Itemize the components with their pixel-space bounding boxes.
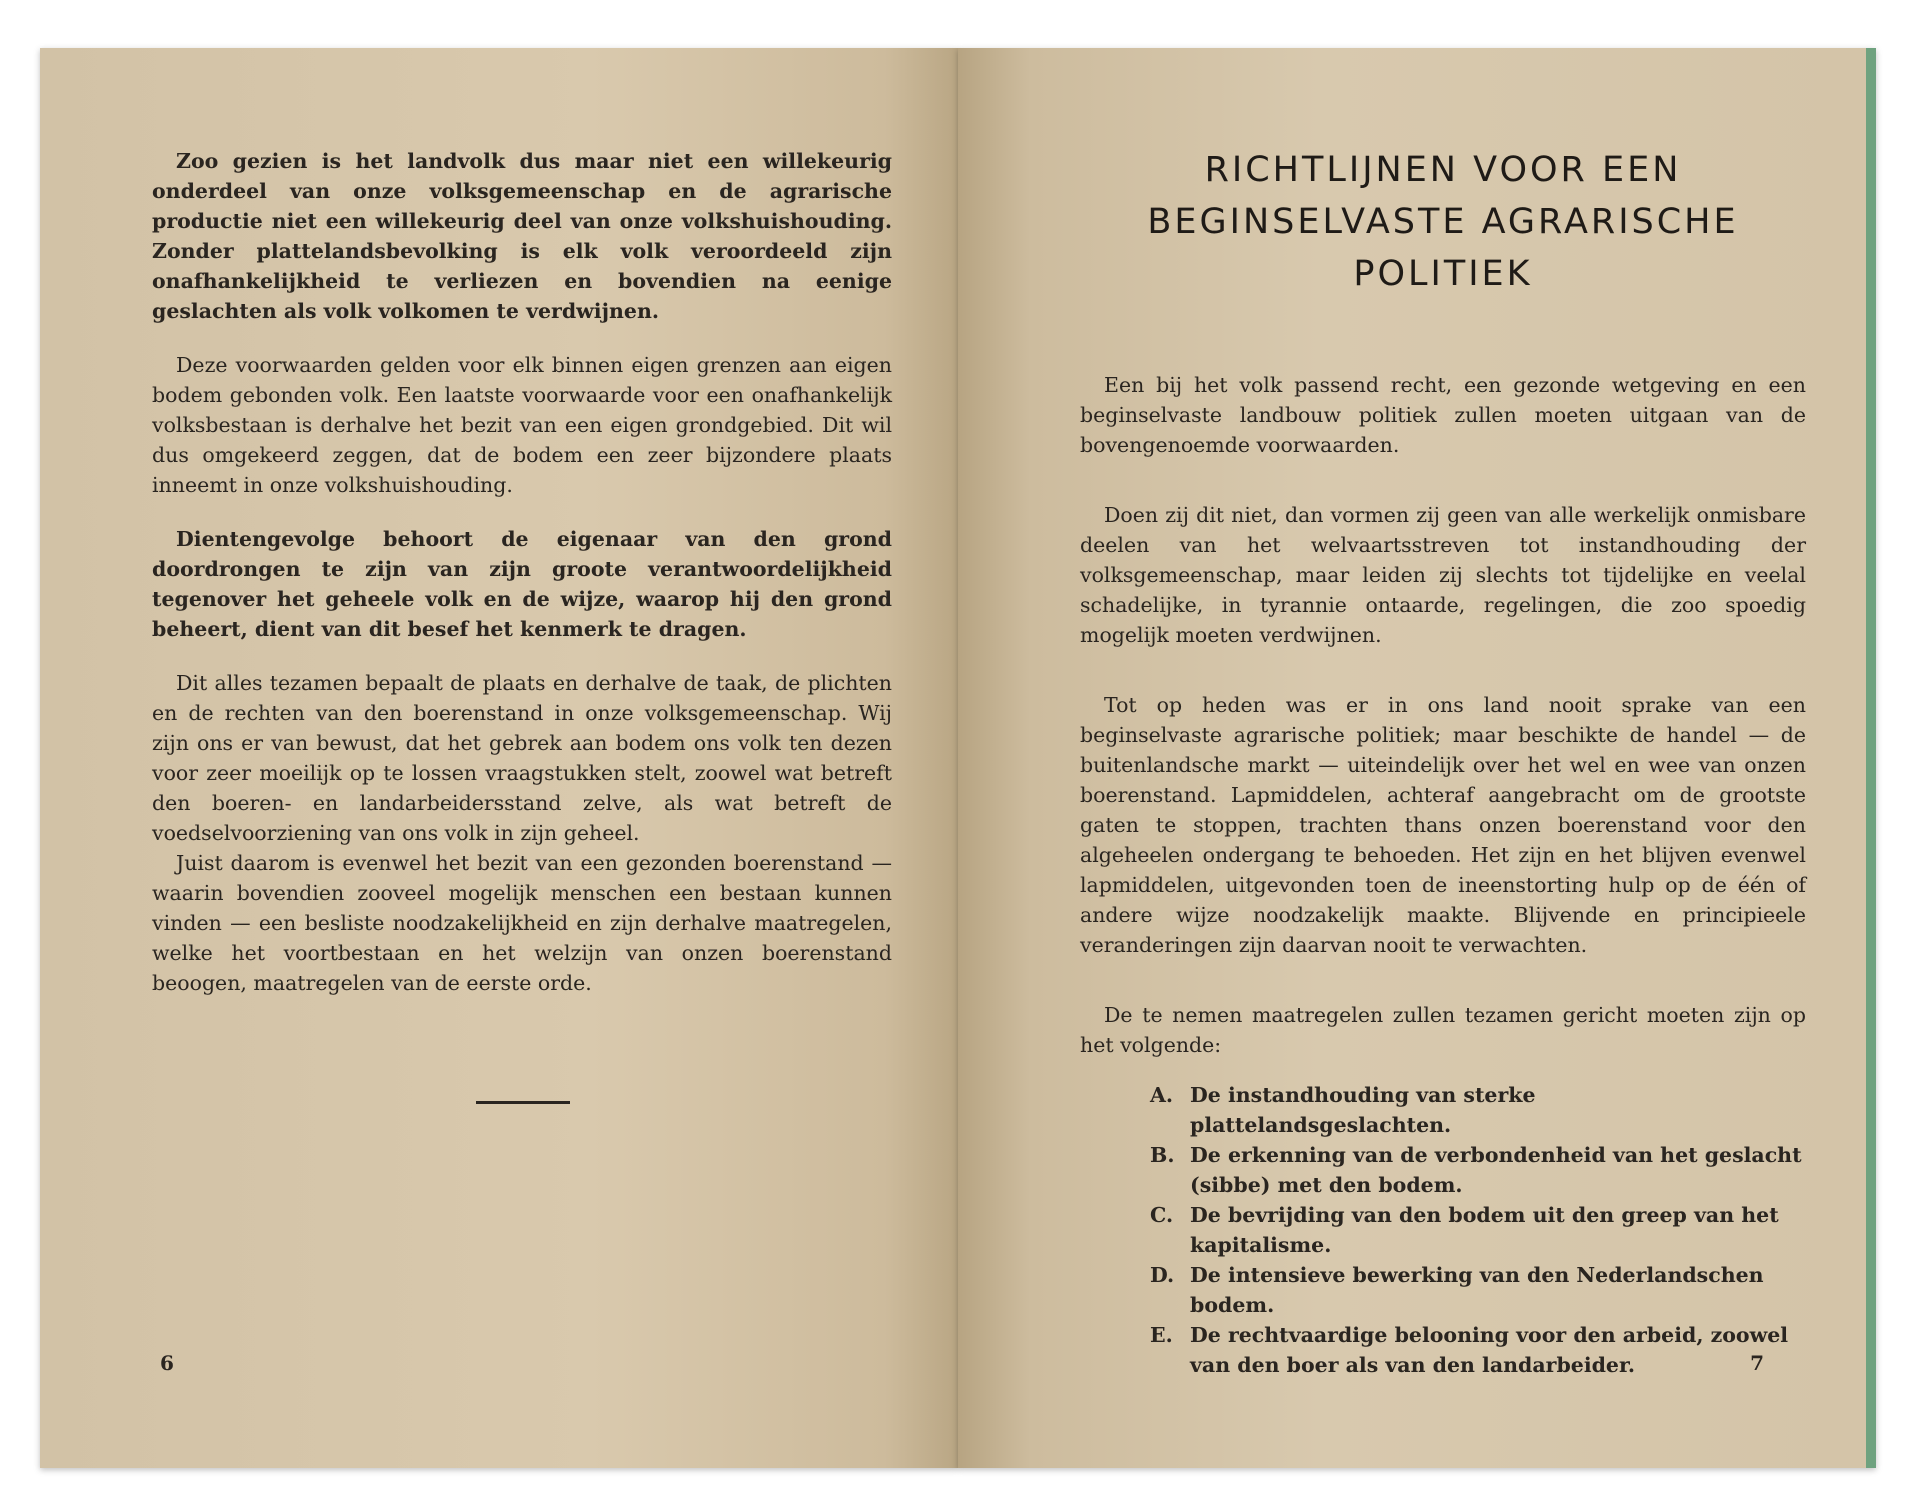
list-item [1150,1080,1802,1140]
title-line: POLITIEK [1353,254,1533,294]
paragraph: Dientengevolge behoort de eigenaar van den grond doordrongen te zijn van zijn groote verantwoordelijkheid tegenover het geheele volk en de wijze, waarop hij den grond beheert, dient van dit besef het kenmerk te dragen. [152,527,892,641]
list-text: De intensieve bewerking van den Nederlandschen bodem. [1190,1263,1764,1317]
list-text: De instandhouding van sterke plattelandsgeslachten. [1190,1083,1536,1137]
paragraph: Juist daarom is evenwel het bezit van een gezonden boerenstand — waarin bovendien zooveel mogelijk menschen een bestaan kunnen vinden — een besliste noodzakelijkheid en zijn derhalve maatregelen, welke het voortbestaan en het welzijn van onzen boerenstand beoogen, maatregelen van de eerste orde. [152,851,892,995]
title-line: BEGINSELVASTE AGRARISCHE [1147,202,1739,242]
list-text: De rechtvaardige belooning voor den arbeid, zoowel van den boer als van den landarbeider. [1190,1323,1789,1377]
list-letter: A. [1150,1083,1174,1107]
list-item [1150,1200,1802,1260]
paragraph: Deze voorwaarden gelden voor elk binnen eigen grenzen aan eigen bodem gebonden volk. Een laatste voorwaarde voor een onafhankelijk volksbestaan is derhalve het bezit van een eigen grondgebied. Dit wil dus omgekeerd zeggen, dat de bodem een zeer bijzondere plaats inneemt in onze volkshuishouding. [152,353,892,497]
page-number-right: 7 [1750,1351,1764,1375]
list-letter: C. [1150,1203,1174,1227]
left-page [40,48,958,1468]
paragraph: Zoo gezien is het landvolk dus maar niet een willekeurig onderdeel van onze volksgemeenschap en de agrarische productie niet een willekeurig deel van onze volkshuishouding. Zonder plattelandsbevolking is elk volk veroordeeld zijn onafhankelijkheid te verliezen en bovendien na eenige geslachten als volk volkomen te verdwijnen. [152,149,892,323]
page-number-left: 6 [160,1351,174,1375]
paragraph: Een bij het volk passend recht, een gezonde wetgeving en een beginselvaste landbouw politiek zullen moeten uitgaan van de bovengenoemde voorwaarden. [1080,373,1806,457]
right-page [958,48,1876,1468]
title-line: RICHTLIJNEN VOOR EEN [1204,150,1682,190]
section-divider [476,1101,570,1104]
list-letter: B. [1150,1143,1175,1167]
paragraph: De te nemen maatregelen zullen tezamen gericht moeten zijn op het volgende: [1080,1003,1806,1057]
paragraph: Dit alles tezamen bepaalt de plaats en derhalve de taak, de plichten en de rechten van den boerenstand in onze volksgemeenschap. Wij zijn ons er van bewust, dat het gebrek aan bodem ons volk ten dezen voor zeer moeilijk op te lossen vraagstukken stelt, zoowel wat betreft den boeren- en landarbeidersstand zelve, als wat betreft de voedselvoorziening van ons volk in zijn geheel. [152,671,892,845]
list-item [1150,1140,1802,1200]
chapter-title [1080,144,1806,300]
paragraph: Doen zij dit niet, dan vormen zij geen van alle werkelijk onmisbare deelen van het welvaartsstreven tot instandhouding der volksgemeenschap, maar leiden zij slechts tot tijdelijke en veelal schadelijke, in tyrannie ontaarde, regelingen, die zoo spoedig mogelijk moeten verdwijnen. [1080,503,1806,647]
list-text: De erkenning van de verbondenheid van het geslacht (sibbe) met den bodem. [1190,1143,1802,1197]
paragraph: Tot op heden was er in ons land nooit sprake van een beginselvaste agrarische politiek; maar beschikte de handel — de buitenlandsche markt — uiteindelijk over het wel en wee van onzen boerenstand. Lapmiddelen, achteraf aangebracht om de grootste gaten te stoppen, trachten thans onzen boerenstand voor den algeheelen ondergang te behoeden. Het zijn en het blijven evenwel lapmiddelen, uitgevonden toen de ineenstorting hulp op de één of andere wijze noodzakelijk maakte. Blijvende en principieele veranderingen zijn daarvan nooit te verwachten. [1080,693,1806,957]
list-text: De bevrijding van den bodem uit den greep van het kapitalisme. [1190,1203,1779,1257]
list-item [1150,1320,1802,1380]
list-letter: D. [1150,1263,1175,1287]
right-text-column [1080,144,1806,1380]
open-booklet [40,48,1880,1468]
left-text-column [152,146,892,998]
measures-list [1150,1080,1802,1380]
list-item [1150,1260,1802,1320]
list-letter: E. [1150,1323,1173,1347]
